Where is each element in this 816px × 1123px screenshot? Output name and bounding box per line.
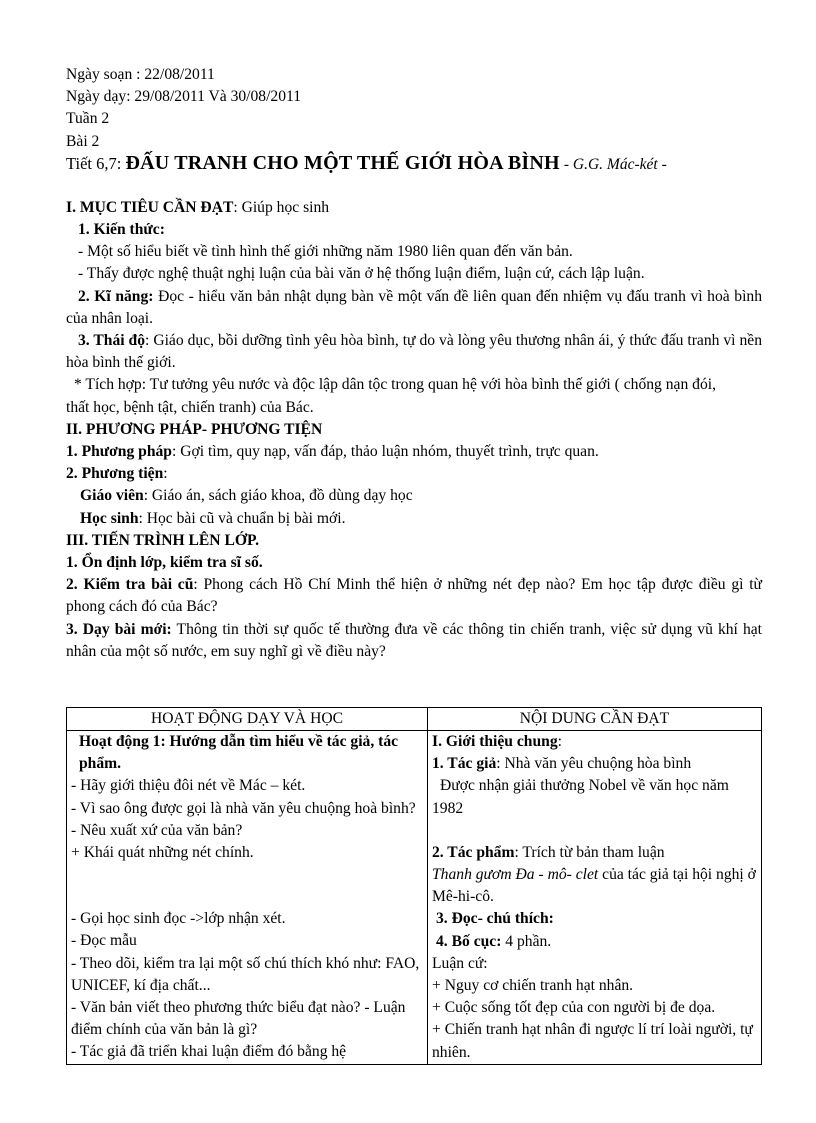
gioi-thieu-chung xyxy=(432,731,757,753)
left-line-1: - Hãy giới thiệu đôi nét về Mác – két. xyxy=(71,777,306,795)
phuong-phap xyxy=(66,441,762,463)
thai-do xyxy=(66,330,762,374)
day-bai-label: 3. Dạy bài mới: xyxy=(66,620,172,638)
tich-hop: * Tích hợp: Tư tưởng yêu nước và độc lập dân tộc trong quan hệ với hòa bình thế giới ( chống nạn đói, thất học, bệnh tật, chiến tranh) của Bác. xyxy=(66,376,716,416)
hoc-sinh xyxy=(66,508,762,530)
tac-pham-2 xyxy=(432,864,757,908)
tuan: Tuần 2 xyxy=(66,110,110,128)
section1-subtitle: : Giúp học sinh xyxy=(233,198,330,216)
section2-heading: II. PHƯƠNG PHÁP- PHƯƠNG TIỆN xyxy=(66,420,323,438)
left-line-9: - Tác giả đã triển khai luận điểm đó bằng hệ xyxy=(71,1043,347,1061)
ngay-soan: Ngày soạn : 22/08/2011 xyxy=(66,66,215,83)
tac-gia-label: 1. Tác giả xyxy=(432,755,497,773)
right-line-1: + Nguy cơ chiến tranh hạt nhân. xyxy=(432,977,634,995)
doc-chu-thich: 3. Đọc- chú thích: xyxy=(436,910,554,928)
kiem-tra-text: : Phong cách Hồ Chí Minh thể hiện ở những nét đẹp nào? Em học tập được điều gì từ phong cách đó của Bác? xyxy=(66,576,763,616)
kien-thuc-label: 1. Kiến thức: xyxy=(78,221,165,239)
ki-nang-label: 2. Kĩ năng: xyxy=(78,287,154,305)
section1-heading xyxy=(66,197,762,219)
activities-cell xyxy=(67,731,428,1065)
left-line-2: - Vì sao ông được gọi là nhà văn yêu chuộng hoà bình? xyxy=(71,799,416,817)
right-line-2: + Cuộc sống tốt đẹp của con người bị đe dọa. xyxy=(432,999,716,1017)
phuong-phap-label: 1. Phương pháp xyxy=(66,443,172,461)
luan-cu: Luận cứ: xyxy=(432,954,488,972)
section3-heading: III. TIẾN TRÌNH LÊN LỚP. xyxy=(66,531,259,549)
bai: Bài 2 xyxy=(66,132,100,150)
tac-pham-title: Thanh gươm Đa - mô- clet xyxy=(432,866,599,884)
ki-nang xyxy=(66,286,762,330)
left-line-3: - Nêu xuất xứ của văn bản? xyxy=(71,821,243,839)
left-line-8: - Văn bản viết theo phương thức biểu đạt nào? - Luận điểm chính của văn bản là gì? xyxy=(71,999,406,1039)
tac-gia xyxy=(432,753,757,775)
tac-pham-rest: của tác giả tại hội nghị ở Mê-hi-cô. xyxy=(432,866,756,906)
right-spacer xyxy=(432,820,757,842)
bo-cuc-label: 4. Bố cục: xyxy=(436,932,502,950)
document-page xyxy=(66,64,762,663)
content-cell xyxy=(428,731,762,1065)
hoc-sinh-text: : Học bài cũ và chuẩn bị bài mới. xyxy=(138,509,346,527)
giao-vien-label: Giáo viên xyxy=(80,487,144,505)
table-row xyxy=(67,731,762,1065)
lesson-title-line xyxy=(66,151,762,177)
day-bai-text: Thông tin thời sự quốc tế thường đưa về các thông tin chiến tranh, việc sử dụng vũ khí hạt nhân của một số nước, em suy nghĩ gì về điều này? xyxy=(66,620,763,660)
left-line-6: - Đọc mẫu xyxy=(71,932,137,950)
phuong-phap-text: : Gợi tìm, quy nạp, vấn đáp, thảo luận nhóm, thuyết trình, trực quan. xyxy=(171,443,599,461)
left-line-7: - Theo dõi, kiểm tra lại một số chú thích khó như: FAO, UNICEF, kí địa chất... xyxy=(71,954,420,994)
left-line-5: - Gọi học sinh đọc ->lớp nhận xét. xyxy=(71,910,286,928)
bo-cuc-text: 4 phần. xyxy=(501,932,552,950)
phuong-tien-label: 2. Phương tiện xyxy=(66,465,164,483)
thai-do-text: : Giáo dục, bồi dưỡng tình yêu hòa bình, tự do và lòng yêu thương nhân ái, ý thức đấu tranh vì nền hòa bình thế giới. xyxy=(66,332,763,372)
gioi-thieu-colon: : xyxy=(557,733,562,750)
right-line-3: + Chiến tranh hạt nhân đi ngược lí trí loài người, tự nhiên. xyxy=(432,1021,753,1061)
tiet-prefix: Tiết 6,7: xyxy=(66,153,122,173)
phuong-tien xyxy=(66,463,762,485)
spacer xyxy=(66,177,762,197)
author-name: - G.G. Mác-két - xyxy=(563,155,667,173)
col-header-activities: HOẠT ĐỘNG DẠY VÀ HỌC xyxy=(67,708,428,731)
left-line-4: + Khái quát những nét chính. xyxy=(71,844,254,862)
giao-vien-text: : Giáo án, sách giáo khoa, đồ dùng dạy học xyxy=(143,487,413,505)
tac-pham-label: 2. Tác phẩm xyxy=(432,843,515,861)
phuong-tien-colon: : xyxy=(163,465,168,483)
kiem-tra-label: 2. Kiểm tra bài cũ xyxy=(66,576,194,594)
lesson-title: ĐẤU TRANH CHO MỘT THẾ GIỚI HÒA BÌNH xyxy=(125,151,560,174)
hoc-sinh-label: Học sinh xyxy=(80,509,139,527)
ki-nang-text: Đọc - hiểu văn bản nhật dụng bàn về một vấn đề liên quan đến nhiệm vụ đấu tranh vì hoà bình của nhân loại. xyxy=(66,287,763,327)
ngay-day: Ngày dạy: 29/08/2011 Và 30/08/2011 xyxy=(66,88,302,106)
col-header-content: NỘI DUNG CẦN ĐẠT xyxy=(428,708,762,731)
kien-thuc-1: - Một số hiểu biết về tình hình thế giới những năm 1980 liên quan đến văn bản. xyxy=(78,243,573,261)
section1-title: I. MỤC TIÊU CẦN ĐẠT xyxy=(66,198,234,216)
tac-pham xyxy=(432,842,757,864)
tac-gia-text: : Nhà văn yêu chuộng hòa bình xyxy=(496,755,692,773)
bo-cuc xyxy=(432,931,757,953)
tac-pham-text: : Trích từ bản tham luận xyxy=(514,843,665,861)
thai-do-label: 3. Thái độ xyxy=(78,332,146,350)
day-bai-moi xyxy=(66,619,762,663)
table-header-row xyxy=(67,708,762,731)
gioi-thieu-label: I. Giới thiệu chung xyxy=(432,733,558,750)
hoat-dong-1: Hoạt động 1: Hướng dẫn tìm hiểu về tác giả, tác phẩm. xyxy=(79,733,399,773)
kien-thuc-2: - Thấy được nghệ thuật nghị luận của bài văn ở hệ thống luận điểm, luận cứ, cách lập luận. xyxy=(78,265,645,283)
giao-vien xyxy=(66,485,762,507)
left-spacer xyxy=(71,864,423,908)
tac-gia-2: Được nhận giải thưởng Nobel về văn học năm 1982 xyxy=(432,777,729,817)
on-dinh: 1. Ổn định lớp, kiểm tra sĩ số. xyxy=(66,554,263,572)
kiem-tra xyxy=(66,574,762,618)
lesson-table xyxy=(66,707,762,1065)
